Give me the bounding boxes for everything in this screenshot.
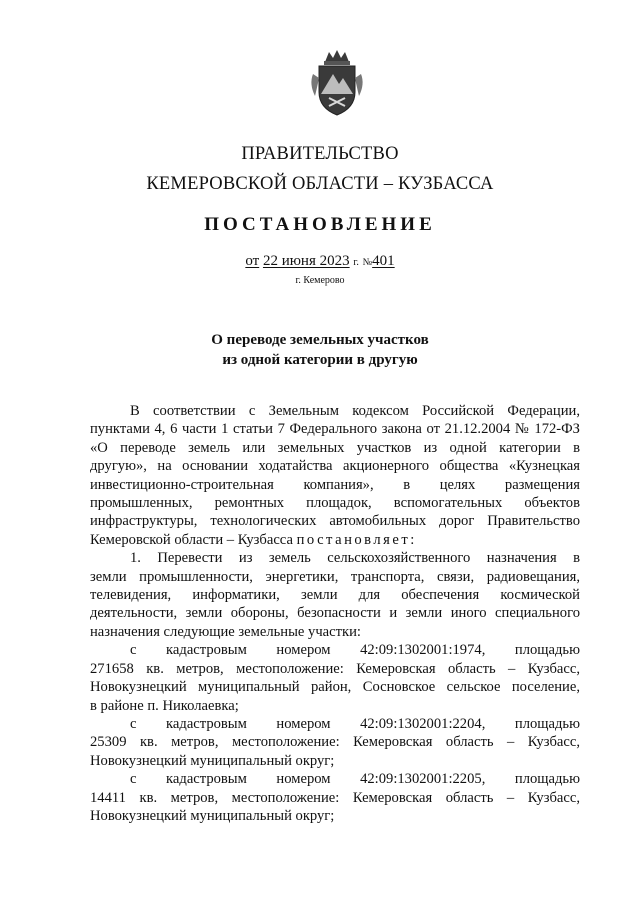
body-line: земли промышленности, энергетики, транспорта, связи, радиовещания,	[90, 568, 580, 585]
year-suffix: г.	[353, 257, 359, 268]
body-line	[90, 531, 580, 549]
body-line: с кадастровым номером 42:09:1302001:1974, площадью	[130, 642, 580, 659]
subject-line2: из одной категории в другую	[222, 352, 418, 368]
body-line: Новокузнецкий муниципальный район, Сосновское сельское поселение,	[90, 679, 580, 696]
body-line: инвестиционно-строительная компания», в целях размещения	[90, 476, 580, 493]
date-prefix: от	[245, 253, 260, 269]
decree-body	[90, 402, 580, 825]
body-line: деятельности, земли обороны, безопасности и земли иного специального	[90, 605, 580, 622]
body-line: с кадастровым номером 42:09:1302001:2204, площадью	[130, 715, 580, 732]
body-line: 1. Перевести из земель сельскохозяйственного назначения в	[130, 550, 580, 567]
decree-title: ПОСТАНОВЛЕНИЕ	[204, 214, 436, 235]
resolution-word: постановляет:	[296, 531, 417, 548]
decree-subject	[0, 330, 640, 370]
body-line: в районе п. Николаевка;	[90, 697, 239, 714]
government-title-line2: КЕМЕРОВСКОЙ ОБЛАСТИ – КУЗБАССА	[146, 174, 494, 194]
city: г. Кемерово	[295, 275, 345, 286]
body-line: телевидения, информатики, земли для обеспечения космической	[90, 587, 580, 604]
body-line: Новокузнецкий муниципальный округ;	[90, 807, 335, 824]
body-line: 14411 кв. метров, местоположение: Кемеровская область – Кузбасс,	[90, 789, 580, 806]
decree-number: 401	[372, 253, 395, 269]
body-line: пунктами 4, 6 части 1 статьи 7 Федерального закона от 21.12.2004 № 172-ФЗ	[90, 421, 580, 438]
decree-date-line	[0, 253, 640, 270]
subject-line1: О переводе земельных участков	[211, 332, 429, 348]
body-line: В соответствии с Земельным кодексом Российской Федерации,	[130, 403, 580, 419]
body-line-prefix: Кемеровской области – Кузбасса	[90, 531, 293, 548]
body-line: промышленных, ремонтных площадок, вспомогательных объектов	[90, 495, 580, 512]
body-line: 271658 кв. метров, местоположение: Кемеровская область – Кузбасс,	[90, 660, 580, 677]
kuzbass-coat-of-arms-icon	[305, 48, 369, 118]
government-title-line1: ПРАВИТЕЛЬСТВО	[241, 144, 399, 164]
body-line: назначения следующие земельные участки:	[90, 623, 361, 640]
body-line: с кадастровым номером 42:09:1302001:2205, площадью	[130, 771, 580, 788]
decree-date: 22 июня 2023	[262, 253, 350, 269]
body-line: инфраструктуры, технологических автомобильных дорог Правительство	[90, 513, 580, 530]
body-line: другую», на основании ходатайства акционерного общества «Кузнецкая	[90, 458, 580, 475]
body-line: 25309 кв. метров, местоположение: Кемеровская область – Кузбасс,	[90, 734, 580, 751]
body-line: «О переводе земель или земельных участков из одной категории в	[90, 439, 580, 456]
number-sign: №	[362, 257, 373, 268]
body-line: Новокузнецкий муниципальный округ;	[90, 752, 335, 769]
